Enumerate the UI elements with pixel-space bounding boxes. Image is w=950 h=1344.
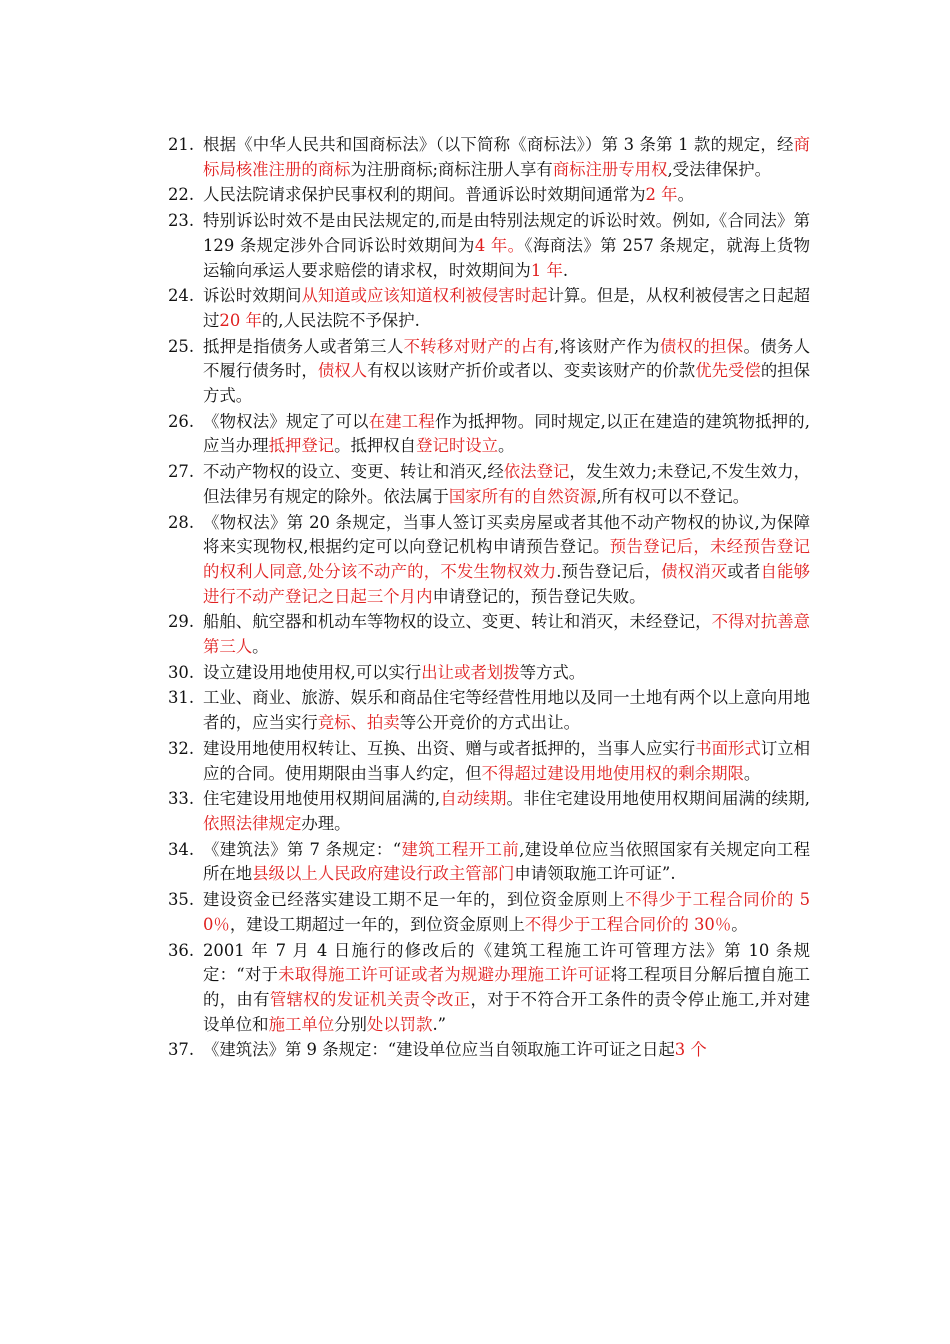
list-item [168, 610, 810, 659]
list-item [168, 1038, 810, 1063]
list-item [168, 335, 810, 409]
body-text: 船舶、航空器和机动车等物权的设立、变更、转让和消灭，未经登记， [203, 612, 712, 632]
item-number: 25. [168, 336, 195, 356]
body-text: 订立相应的合同。使用期限由当事人约定，但 [203, 738, 811, 783]
highlighted-text: 4 年。 [474, 235, 525, 255]
item-number: 21. [168, 135, 195, 154]
list-item [168, 284, 810, 333]
body-text: 办理。 [301, 813, 351, 833]
body-text: 根据《中华人民共和国商标法》（以下简称《商标法》）第 3 条第 1 款的规定，经 [203, 135, 794, 154]
body-text: 等公开竞价的方式出让。 [399, 713, 580, 733]
list-item [168, 787, 810, 836]
body-text: ，建设工期超过一年的，到位资金原则上 [229, 914, 525, 934]
highlighted-text: 登记时设立 [416, 436, 499, 456]
highlighted-text: 不得少于工程合同价的 30％ [524, 914, 732, 934]
item-number: 36. [168, 940, 195, 960]
highlighted-text: 县级以上人民政府建设行政主管部门 [252, 864, 515, 884]
item-number: 29. [168, 612, 195, 632]
item-number: 27. [168, 462, 195, 482]
body-text: 作为抵押物。同时规定,以正在建造的建筑物抵押的,应当办理 [203, 411, 811, 456]
highlighted-text: 国家所有的自然资源 [448, 486, 597, 506]
highlighted-text: 自能够进行不动产登记之日起三个月内 [203, 561, 811, 606]
body-text: 抵押是指债务人或者第三人 [203, 336, 404, 356]
body-text: 或者 [727, 561, 761, 581]
body-text: 为注册商标;商标注册人享有 [350, 159, 553, 179]
body-text: 的,人民法院不予保护. [261, 310, 420, 330]
highlighted-text: 商标注册专用权 [552, 159, 668, 179]
highlighted-text: 抵押登记 [268, 436, 335, 456]
body-text: 。抵押权自 [334, 436, 417, 456]
body-text: 人民法院请求保护民事权利的期间。普通诉讼时效期间通常为 [203, 185, 646, 205]
item-number: 33. [168, 789, 195, 809]
list-item [168, 209, 810, 283]
list-item [168, 686, 810, 735]
body-text: 《物权法》第 20 条规定，当事人签订买卖房屋或者其他不动产物权的协议,为保障将来实现物权,根据约定可以向登记机构申请预告登记。 [203, 512, 810, 557]
highlighted-text: 不得少于工程合同价的 50％ [203, 890, 811, 934]
highlighted-text: 建筑工程开工前 [401, 839, 520, 859]
numbered-list [168, 133, 810, 1063]
body-text: 住宅建设用地使用权期间届满的, [203, 789, 441, 809]
body-text: 特别诉讼时效不是由民法规定的,而是由特别法规定的诉讼时效。例如,《合同法》第 129 条规定涉外合同诉讼时效期间为 [203, 211, 810, 255]
list-item [168, 939, 810, 1038]
highlighted-text: 处以罚款 [366, 1014, 433, 1034]
list-item [168, 410, 810, 459]
list-item [168, 183, 810, 208]
highlighted-text: 未取得施工许可证或者为规避办理施工许可证 [278, 965, 611, 985]
list-item [168, 133, 810, 182]
body-text: .” [432, 1014, 447, 1034]
item-number: 37. [168, 1040, 195, 1060]
body-text: .预告登记后， [556, 561, 662, 581]
body-text: 的担保方式。 [203, 361, 811, 406]
highlighted-text: 债权的担保 [659, 336, 744, 356]
body-text: 建设资金已经落实建设工期不足一年的，到位资金原则上 [203, 890, 626, 910]
highlighted-text: 优先受偿 [695, 361, 761, 381]
body-text: ，对于不符合开工条件的责令停止施工,并对建设单位和 [203, 989, 811, 1034]
list-item [168, 737, 810, 786]
body-text: 《建筑法》第 7 条规定：“ [203, 839, 402, 859]
item-number: 30. [168, 662, 195, 682]
item-number: 23. [168, 211, 195, 231]
highlighted-text: 在建工程 [368, 411, 435, 431]
highlighted-text: 不得对抗善意第三人 [203, 612, 810, 657]
body-text: 有权以该财产折价或者以、变卖该财产的价款 [367, 361, 696, 381]
body-text: 。债务人不履行债务时， [203, 336, 811, 381]
list-item [168, 460, 810, 509]
body-text: ,所有权可以不登记。 [596, 486, 750, 506]
highlighted-text: 20 年 [219, 310, 262, 330]
body-text: 将工程项目分解后擅自施工的，由有 [203, 965, 811, 1009]
body-text: 诉讼时效期间 [203, 286, 302, 306]
item-number: 34. [168, 839, 195, 859]
highlighted-text: 1 年 [530, 260, 563, 280]
body-text: 计算。但是，从权利被侵害之日起超过 [203, 286, 811, 330]
item-number: 24. [168, 286, 195, 306]
highlighted-text: 从知道或应该知道权利被侵害时起 [301, 286, 548, 306]
list-item [168, 511, 810, 610]
highlighted-text: 2 年 [645, 185, 678, 205]
highlighted-text: 依照法律规定 [203, 813, 302, 833]
item-number: 31. [168, 688, 195, 708]
highlighted-text: 3 个 [674, 1040, 707, 1060]
body-text: 。非住宅建设用地使用权期间届满的续期, [506, 789, 810, 809]
highlighted-text: 出让或者划拨 [421, 662, 520, 682]
body-text: 不动产物权的设立、变更、转让和消灭,经 [203, 462, 504, 482]
highlighted-text: 自动续期 [440, 789, 507, 809]
list-item [168, 888, 810, 937]
body-text: 分别 [334, 1014, 367, 1034]
highlighted-text: 不转移对财产的占有 [403, 336, 555, 356]
highlighted-text: 预告登记后，未经预告登记的权利人同意,处分该不动产的，不发生物权效力 [203, 537, 811, 581]
body-text: . [562, 260, 569, 280]
body-text: ,受法律保护。 [667, 159, 772, 179]
body-text: 。 [743, 763, 761, 783]
list-item [168, 661, 810, 686]
body-text: 建设用地使用权转让、互换、出资、赠与或者抵押的，当事人应实行 [203, 738, 696, 758]
body-text: 。 [677, 185, 694, 205]
item-number: 26. [168, 411, 195, 431]
body-text: 申请领取施工许可证”. [514, 864, 676, 884]
highlighted-text: 依法登记 [503, 462, 570, 482]
highlighted-text: 商标局核准注册的商标 [203, 135, 810, 179]
body-text: 。 [731, 914, 748, 934]
body-text: 《建筑法》第 9 条规定：“建设单位应当自领取施工许可证之日起 [203, 1040, 675, 1060]
item-number: 32. [168, 738, 195, 758]
body-text: 。 [498, 436, 515, 456]
body-text: 《海商法》第 257 条规定，就海上货物运输向承运人要求赔偿的请求权，时效期间为 [203, 235, 810, 280]
highlighted-text: 债权人 [317, 361, 368, 381]
body-text: 申请登记的，预告登记失败。 [432, 586, 646, 606]
body-text: 工业、商业、旅游、娱乐和商品住宅等经营性用地以及同一土地有两个以上意向用地者的，应当实行 [203, 688, 810, 733]
item-number: 28. [168, 512, 195, 532]
body-text: 。 [252, 637, 269, 657]
body-text: 2001 年 7 月 4 日施行的修改后的《建筑工程施工许可管理方法》第 10 条规定：“对于 [203, 940, 810, 985]
body-text: ，发生效力;未登记,不发生效力，但法律另有规定的除外。依法属于 [203, 462, 810, 506]
item-number: 35. [168, 890, 195, 910]
highlighted-text: 不得超过建设用地使用权的剩余期限 [481, 763, 744, 783]
body-text: ,将该财产作为 [554, 336, 660, 356]
body-text: 等方式。 [519, 662, 586, 682]
highlighted-text: 管辖权的发证机关责令改正 [269, 989, 471, 1009]
item-number: 22. [168, 185, 195, 205]
highlighted-text: 债权消灭 [661, 561, 728, 581]
highlighted-text: 书面形式 [695, 738, 761, 758]
body-text: 设立建设用地使用权,可以实行 [203, 662, 422, 682]
highlighted-text: 施工单位 [268, 1014, 335, 1034]
list-item [168, 838, 810, 887]
body-text: ,建设单位应当依照国家有关规定向工程所在地 [203, 839, 811, 884]
body-text: 《物权法》规定了可以 [203, 411, 369, 431]
highlighted-text: 竞标、拍卖 [317, 713, 400, 733]
